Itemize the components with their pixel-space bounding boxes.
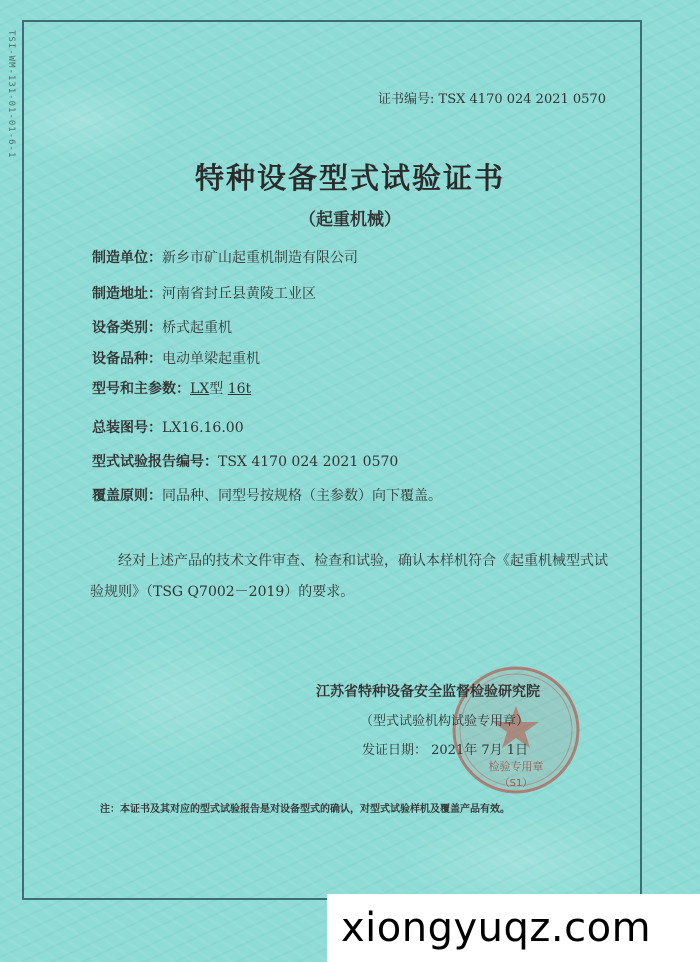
seal-code: （S1） — [499, 778, 533, 789]
field-value: 同品种、同型号按规格（主参数）向下覆盖。 — [162, 488, 442, 504]
issue-date: 发证日期： 2021年 7月 1日 — [362, 743, 529, 758]
field-value: 电动单梁起重机 — [162, 351, 260, 367]
issuing-organization-seal-label: （型式试验机构试验专用章） — [360, 714, 530, 729]
field-coverage — [92, 485, 442, 505]
model-mid: 型 — [209, 381, 224, 397]
field-label: 制造单位： — [92, 250, 162, 266]
field-manufacturer — [92, 247, 358, 267]
field-label: 型式试验报告编号： — [92, 454, 218, 470]
field-label: 总装图号： — [92, 420, 162, 436]
certificate-subtitle: （起重机械） — [299, 210, 401, 230]
field-address — [92, 283, 316, 303]
field-value: 桥式起重机 — [162, 320, 232, 336]
site-watermark: xiongyuqz.com — [327, 894, 700, 962]
field-value: 河南省封丘县黄陵工业区 — [162, 286, 316, 302]
field-category — [92, 317, 232, 337]
certificate-title: 特种设备型式试验证书 — [194, 161, 505, 195]
footnote: 注：本证书及其对应的型式试验报告是对设备型式的确认，对型式试验样机及覆盖产品有效。 — [100, 804, 510, 815]
field-report-no — [92, 451, 398, 471]
field-value: 新乡市矿山起重机制造有限公司 — [162, 250, 358, 266]
field-label: 覆盖原则： — [92, 488, 162, 504]
field-model — [92, 378, 251, 398]
issuing-organization: 江苏省特种设备安全监督检验研究院 — [316, 684, 540, 700]
model-value: LX — [190, 381, 210, 397]
certificate-number: 证书编号: TSX 4170 024 2021 0570 — [378, 92, 606, 107]
field-label: 设备类别： — [92, 320, 162, 336]
field-label: 设备品种： — [92, 351, 162, 367]
conformity-statement: 经对上述产品的技术文件审查、检查和试验，确认本样机符合《起重机械型式试验规则》（TSG Q7002－2019）的要求。 — [90, 553, 608, 600]
field-label: 制造地址： — [92, 286, 162, 302]
field-variety — [92, 348, 260, 368]
field-drawing-no — [92, 417, 244, 437]
field-value: LX16.16.00 — [162, 420, 244, 436]
param-value: 16t — [227, 381, 252, 397]
seal-text: 检验专用章 — [488, 760, 544, 773]
field-value: TSX 4170 024 2021 0570 — [218, 454, 399, 470]
field-label: 型号和主参数： — [92, 381, 190, 397]
side-code: TSI-WM-131-01-01-6-1 — [6, 30, 16, 159]
